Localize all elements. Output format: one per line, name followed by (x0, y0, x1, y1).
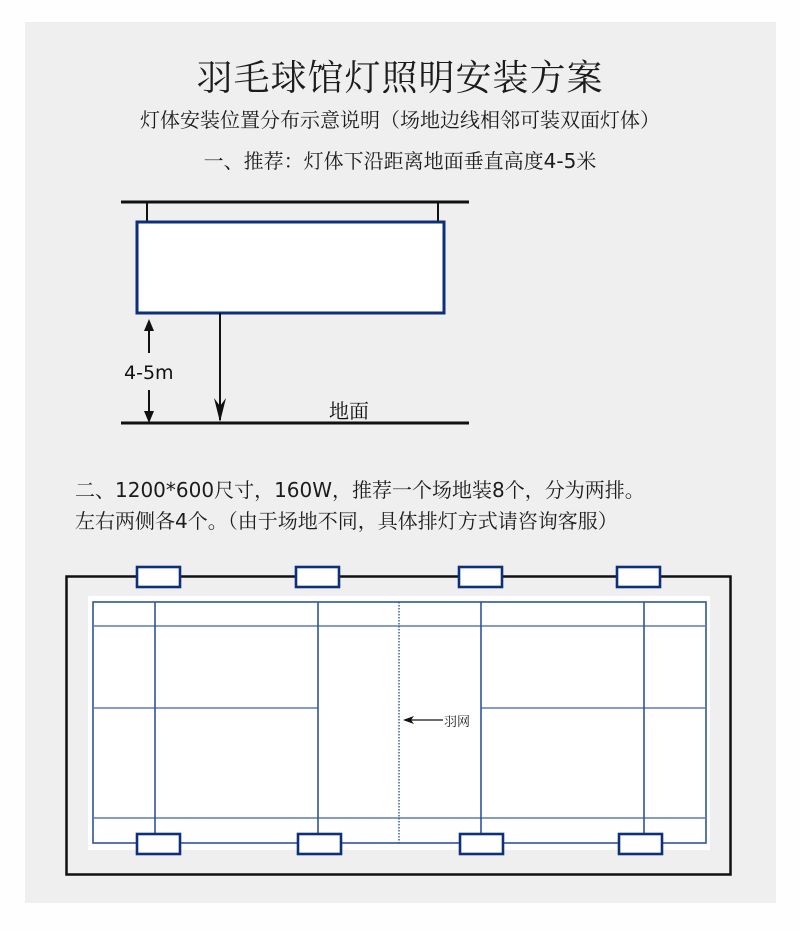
lamp-bottom-2 (298, 834, 341, 854)
lamp-top-1 (137, 567, 180, 587)
lamp-top-3 (459, 567, 502, 587)
recommendation-layout-line1: 二、1200*600尺寸，160W，推荐一个场地装8个，分为两排。 (75, 478, 645, 502)
lamp-top-4 (617, 567, 660, 587)
lamp-bottom-3 (460, 834, 503, 854)
page-subtitle: 灯体安装位置分布示意说明（场地边线相邻可装双面灯体） (140, 108, 660, 132)
page-title: 羽毛球馆灯照明安装方案 (196, 58, 604, 99)
floor-label: 地面 (329, 399, 369, 423)
net-label: 羽网 (444, 715, 471, 730)
recommendation-height: 一、推荐：灯体下沿距离地面垂直高度4-5米 (203, 149, 597, 173)
lamp-bottom-1 (137, 834, 180, 854)
recommendation-layout-line2: 左右两侧各4个。（由于场地不同，具体排灯方式请咨询客服） (75, 509, 618, 533)
lamp-top-2 (296, 567, 339, 587)
height-label: 4-5m (124, 362, 174, 384)
lamp-bottom-4 (619, 834, 662, 854)
